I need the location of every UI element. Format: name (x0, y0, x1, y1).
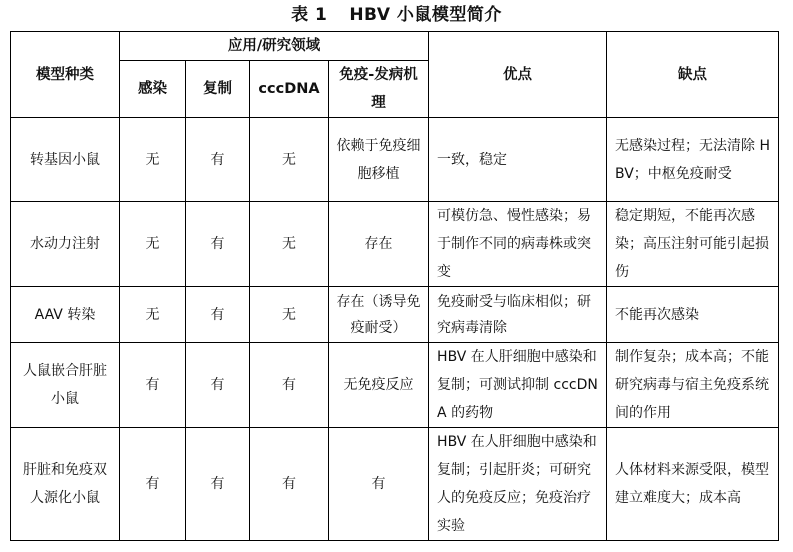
cell-cccdna: 有 (250, 343, 329, 428)
cell-immune: 无免疫反应 (329, 343, 429, 428)
table-row (11, 118, 779, 202)
cell-replication: 有 (186, 287, 250, 343)
cell-replication: 有 (186, 118, 250, 202)
cell-cccdna: 无 (250, 118, 329, 202)
table-row (11, 343, 779, 428)
table-title: HBV 小鼠模型简介 (349, 5, 502, 25)
cell-immune: 存在（诱导免疫耐受） (329, 287, 429, 343)
table-row (11, 287, 779, 343)
hbv-mouse-model-table (10, 31, 779, 541)
cell-cccdna: 有 (250, 428, 329, 541)
table-row (11, 428, 779, 541)
cell-advantages: HBV 在人肝细胞中感染和复制；引起肝炎；可研究人的免疫反应；免疫治疗实验 (429, 428, 607, 541)
header-immune-pathogenesis: 免疫-发病机理 (329, 61, 429, 118)
cell-disadvantages: 人体材料来源受限，模型建立难度大；成本高 (607, 428, 779, 541)
cell-cccdna: 无 (250, 287, 329, 343)
cell-disadvantages: 无感染过程；无法清除 HBV；中枢免疫耐受 (607, 118, 779, 202)
cell-disadvantages: 制作复杂；成本高；不能研究病毒与宿主免疫系统间的作用 (607, 343, 779, 428)
table-caption (0, 4, 793, 26)
cell-infection: 有 (120, 428, 186, 541)
cell-disadvantages: 稳定期短，不能再次感染；高压注射可能引起损伤 (607, 202, 779, 287)
cell-replication: 有 (186, 202, 250, 287)
table-number: 表 1 (291, 5, 328, 25)
cell-infection: 无 (120, 118, 186, 202)
cell-model: AAV 转染 (11, 287, 120, 343)
cell-infection: 有 (120, 343, 186, 428)
cell-immune: 有 (329, 428, 429, 541)
cell-replication: 有 (186, 428, 250, 541)
cell-model: 肝脏和免疫双人源化小鼠 (11, 428, 120, 541)
cell-immune: 依赖于免疫细胞移植 (329, 118, 429, 202)
header-advantages: 优点 (429, 32, 607, 118)
cell-replication: 有 (186, 343, 250, 428)
header-application-group: 应用/研究领域 (120, 32, 429, 61)
cell-infection: 无 (120, 202, 186, 287)
header-infection: 感染 (120, 61, 186, 118)
table-row (11, 202, 779, 287)
cell-advantages: 免疫耐受与临床相似；研究病毒清除 (429, 287, 607, 343)
cell-model: 人鼠嵌合肝脏小鼠 (11, 343, 120, 428)
cell-advantages: 一致，稳定 (429, 118, 607, 202)
header-model-type: 模型种类 (11, 32, 120, 118)
cell-cccdna: 无 (250, 202, 329, 287)
cell-disadvantages: 不能再次感染 (607, 287, 779, 343)
cell-model: 水动力注射 (11, 202, 120, 287)
cell-model: 转基因小鼠 (11, 118, 120, 202)
cell-infection: 无 (120, 287, 186, 343)
header-replication: 复制 (186, 61, 250, 118)
header-row-1 (11, 32, 779, 61)
cell-immune: 存在 (329, 202, 429, 287)
cell-advantages: 可模仿急、慢性感染；易于制作不同的病毒株或突变 (429, 202, 607, 287)
header-disadvantages: 缺点 (607, 32, 779, 118)
header-cccdna: cccDNA (250, 61, 329, 118)
cell-advantages: HBV 在人肝细胞中感染和复制；可测试抑制 cccDNA 的药物 (429, 343, 607, 428)
